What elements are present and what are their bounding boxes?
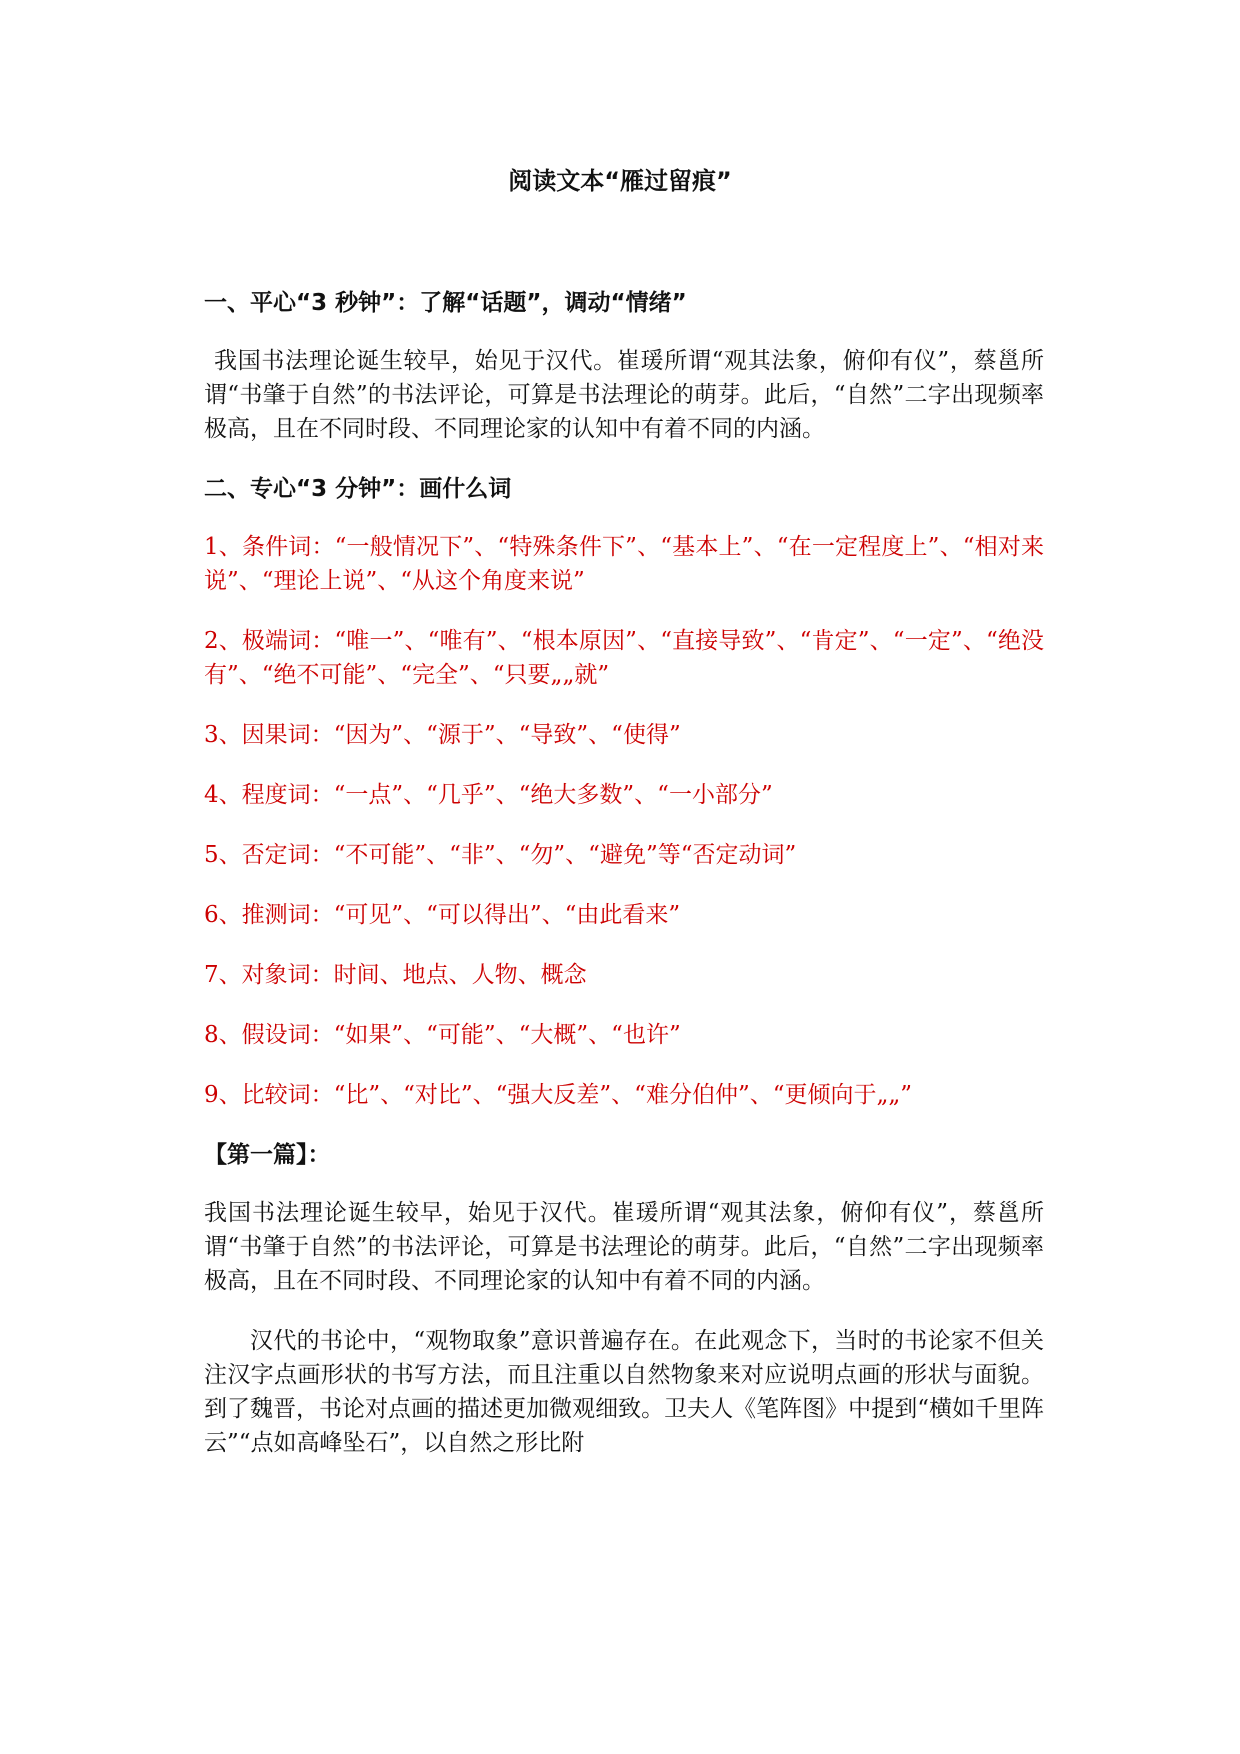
word-type-item-4: 4、程度词：“一点”、“几乎”、“绝大多数”、“一小部分” [204,782,773,808]
section1-heading: 一、平心“3 秒钟”：了解“话题”，调动“情绪” [204,290,687,316]
word-type-item-2: 2、极端词：“唯一”、“唯有”、“根本原因”、“直接导致”、“肯定”、“一定”、“绝没有”、“绝不可能”、“完全”、“只要„„就” [204,628,1044,688]
word-type-item-3: 3、因果词：“因为”、“源于”、“导致”、“使得” [204,722,681,748]
word-type-item-7: 7、对象词：时间、地点、人物、概念 [204,962,587,988]
word-type-item-8: 8、假设词：“如果”、“可能”、“大概”、“也许” [204,1022,681,1048]
passage-heading: 【第一篇】： [204,1142,331,1168]
word-type-item-1: 1、条件词：“一般情况下”、“特殊条件下”、“基本上”、“在一定程度上”、“相对来说”、“理论上说”、“从这个角度来说” [204,534,1044,594]
passage-paragraph-1: 我国书法理论诞生较早，始见于汉代。崔瑗所谓“观其法象，俯仰有仪”，蔡邕所谓“书肇于自然”的书法评论，可算是书法理论的萌芽。此后，“自然”二字出现频率极高，且在不同时段、不同理论家的认知中有着不同的内涵。 [204,1200,1044,1294]
word-type-item-9: 9、比较词：“比”、“对比”、“强大反差”、“难分伯仲”、“更倾向于„„” [204,1082,913,1108]
section1-intro: 我国书法理论诞生较早，始见于汉代。崔瑗所谓“观其法象，俯仰有仪”，蔡邕所谓“书肇于自然”的书法评论，可算是书法理论的萌芽。此后，“自然”二字出现频率极高，且在不同时段、不同理论家的认知中有着不同的内涵。 [204,348,1044,442]
document-body [204,286,1044,1460]
word-type-item-5: 5、否定词：“不可能”、“非”、“勿”、“避免”等“否定动词” [204,842,797,868]
passage-paragraph-2: 汉代的书论中，“观物取象”意识普遍存在。在此观念下，当时的书论家不但关注汉字点画形状的书写方法，而且注重以自然物象来对应说明点画的形状与面貌。到了魏晋，书论对点画的描述更加微观细致。卫夫人《笔阵图》中提到“横如千里阵云”“点如高峰坠石”，以自然之形比附 [204,1328,1044,1456]
document-title: 阅读文本“雁过留痕” [508,167,732,195]
word-type-item-6: 6、推测词：“可见”、“可以得出”、“由此看来” [204,902,681,928]
section2-heading: 二、专心“3 分钟”：画什么词 [204,476,512,502]
